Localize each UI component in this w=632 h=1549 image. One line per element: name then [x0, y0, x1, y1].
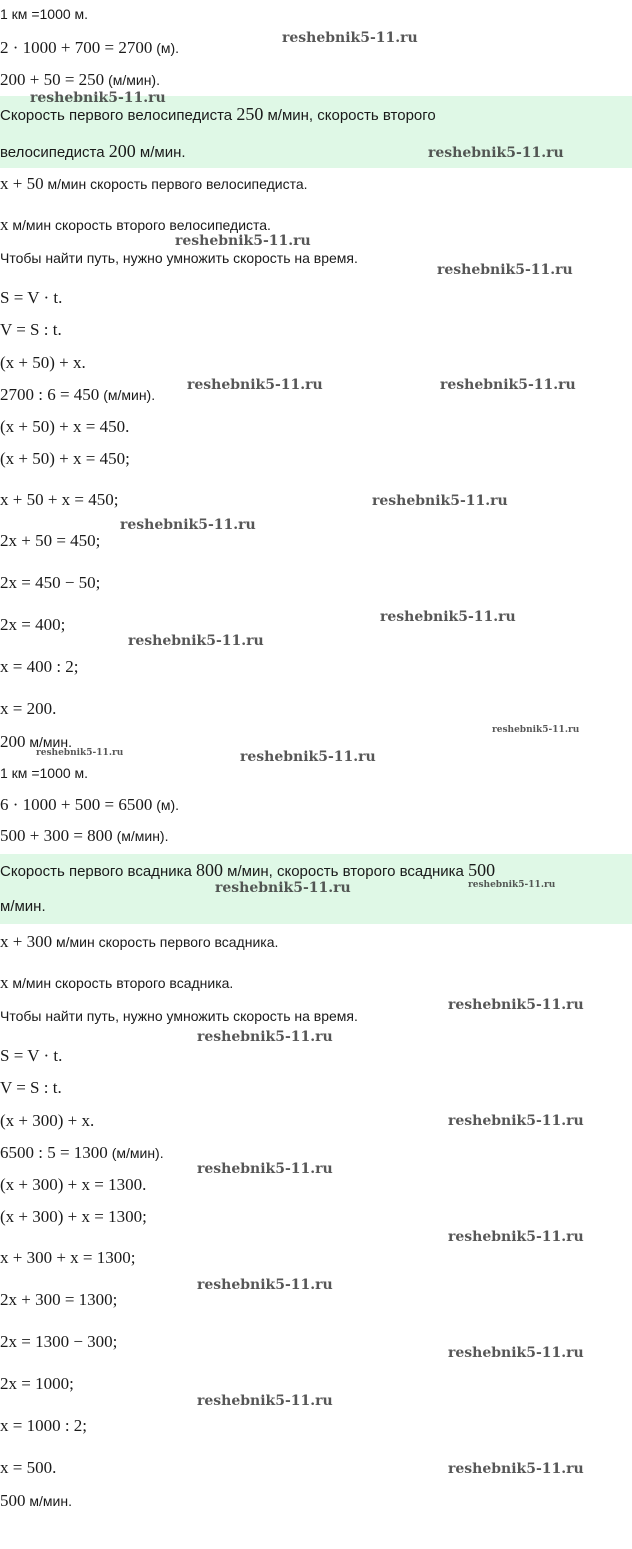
solve-step-4: 2x = 1300 − 300; — [0, 1332, 118, 1351]
watermark: reshebnik5-11.ru — [282, 30, 418, 46]
solve-step-2: x + 300 + x = 1300; — [0, 1248, 136, 1267]
solve-result: x = 200. — [0, 699, 57, 718]
watermark: reshebnik5-11.ru — [448, 1113, 584, 1129]
second-speed-def: x м/мин скорость второго велосипедиста. — [0, 215, 271, 234]
watermark: reshebnik5-11.ru — [197, 1029, 333, 1045]
answer-line-b: велосипедиста 200 м/мин. — [0, 141, 186, 161]
watermark: reshebnik5-11.ru — [492, 725, 580, 735]
watermark: reshebnik5-11.ru — [448, 1229, 584, 1245]
speed-calc: 2700 : 6 = 450 (м/мин). — [0, 385, 156, 404]
watermark: reshebnik5-11.ru — [380, 609, 516, 625]
solve-step-1: (x + 50) + x = 450; — [0, 449, 130, 468]
watermark: reshebnik5-11.ru — [440, 377, 576, 393]
distance-calc: 2 · 1000 + 700 = 2700 (м). — [0, 38, 180, 57]
watermark: reshebnik5-11.ru — [197, 1161, 333, 1177]
solve-step-3: 2x + 50 = 450; — [0, 531, 101, 550]
solve-step-1: (x + 300) + x = 1300; — [0, 1207, 147, 1226]
first-speed-def: x + 300 м/мин скорость первого всадника. — [0, 932, 279, 951]
watermark: reshebnik5-11.ru — [197, 1393, 333, 1409]
unit-conversion: 1 км =1000 м. — [0, 6, 89, 22]
watermark: reshebnik5-11.ru — [120, 517, 256, 533]
watermark: reshebnik5-11.ru — [187, 377, 323, 393]
solve-step-5: 2x = 400; — [0, 615, 66, 634]
speed-calc: 6500 : 5 = 1300 (м/мин). — [0, 1143, 164, 1162]
formula-s: S = V · t. — [0, 1046, 63, 1065]
watermark: reshebnik5-11.ru — [428, 145, 564, 161]
final-answer: 200 м/мин. — [0, 732, 72, 751]
watermark: reshebnik5-11.ru — [30, 90, 166, 106]
equation: (x + 50) + x = 450. — [0, 417, 130, 436]
second-speed-def: x м/мин скорость второго всадника. — [0, 973, 234, 992]
formula-s: S = V · t. — [0, 288, 63, 307]
watermark: reshebnik5-11.ru — [128, 633, 264, 649]
final-answer: 500 м/мин. — [0, 1491, 72, 1510]
watermark: reshebnik5-11.ru — [448, 1461, 584, 1477]
watermark: reshebnik5-11.ru — [448, 1345, 584, 1361]
watermark: reshebnik5-11.ru — [215, 880, 351, 896]
distance-calc: 6 · 1000 + 500 = 6500 (м). — [0, 795, 180, 814]
unit-conversion: 1 км =1000 м. — [0, 765, 89, 781]
formula-v: V = S : t. — [0, 1078, 62, 1097]
watermark: reshebnik5-11.ru — [437, 262, 573, 278]
watermark: reshebnik5-11.ru — [448, 997, 584, 1013]
watermark: reshebnik5-11.ru — [36, 748, 124, 758]
speed-sum-calc: 200 + 50 = 250 (м/мин). — [0, 70, 160, 89]
expression: (x + 300) + x. — [0, 1111, 95, 1130]
formula-v: V = S : t. — [0, 320, 62, 339]
solve-step-5: 2x = 1000; — [0, 1374, 74, 1393]
speed-sum-calc: 500 + 300 = 800 (м/мин). — [0, 826, 169, 845]
solve-step-2: x + 50 + x = 450; — [0, 490, 119, 509]
watermark: reshebnik5-11.ru — [468, 880, 556, 890]
solve-step-6: x = 1000 : 2; — [0, 1416, 88, 1435]
watermark: reshebnik5-11.ru — [372, 493, 508, 509]
answer-line-a: Скорость первого велосипедиста 250 м/мин, скорость второго — [0, 104, 436, 124]
answer-line-a: Скорость первого всадника 800 м/мин, скорость второго всадника 500 — [0, 860, 496, 880]
watermark: reshebnik5-11.ru — [240, 749, 376, 765]
answer-line-b: м/мин. — [0, 898, 46, 915]
solve-step-4: 2x = 450 − 50; — [0, 573, 101, 592]
equation: (x + 300) + x = 1300. — [0, 1175, 147, 1194]
expression: (x + 50) + x. — [0, 353, 86, 372]
rule-text: Чтобы найти путь, нужно умножить скорость на время. — [0, 250, 358, 266]
rule-text: Чтобы найти путь, нужно умножить скорость на время. — [0, 1008, 358, 1024]
solve-step-3: 2x + 300 = 1300; — [0, 1290, 118, 1309]
solve-step-6: x = 400 : 2; — [0, 657, 79, 676]
watermark: reshebnik5-11.ru — [175, 233, 311, 249]
solve-result: x = 500. — [0, 1458, 57, 1477]
watermark: reshebnik5-11.ru — [197, 1277, 333, 1293]
first-speed-def: x + 50 м/мин скорость первого велосипедиста. — [0, 174, 308, 193]
